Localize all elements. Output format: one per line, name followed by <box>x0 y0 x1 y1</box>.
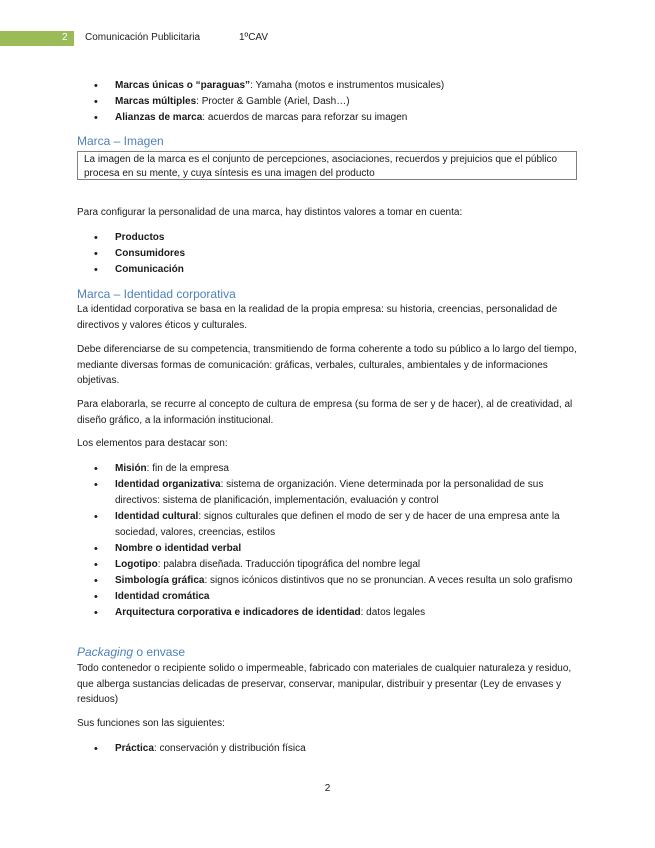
list-item: • Alianzas de marca: acuerdos de marcas para reforzar su imagen <box>94 112 408 124</box>
heading-packaging <box>77 645 185 659</box>
heading-marca-imagen: Marca – Imagen <box>77 134 164 148</box>
paragraph-identidad-1: La identidad corporativa se basa en la realidad de la propia empresa: su historia, creencias, personalidad de directivos y valores éticos y culturales. <box>77 304 558 331</box>
header-title: Comunicación Publicitaria <box>85 32 201 43</box>
list-item: • Identidad cultural: signos culturales que definen el modo de ser y de hacer de una empresa ante la sociedad, valores, creencias, estilos <box>94 511 560 538</box>
header-course: 1ºCAV <box>239 32 269 43</box>
list-item: • Consumidores <box>94 248 186 260</box>
header-page-number: 2 <box>62 32 68 43</box>
page-header <box>0 31 655 46</box>
paragraph-packaging-2: Sus funciones son las siguientes: <box>77 718 225 729</box>
list-item: • Marcas únicas o “paraguas”: Yamaha (motos e instrumentos musicales) <box>94 80 445 92</box>
brand-types-list <box>94 78 444 126</box>
personality-values-list <box>94 230 185 278</box>
heading-identidad-corporativa: Marca – Identidad corporativa <box>77 287 236 301</box>
list-item: • Arquitectura corporativa e indicadores de identidad: datos legales <box>94 607 426 619</box>
paragraph-identidad-2: Debe diferenciarse de su competencia, transmitiendo de forma coherente a todo su público a lo largo del tiempo, mediante diversas formas de comunicación: gráficas, verbales, culturales, ambientales y de informaciones objetivas. <box>77 344 577 386</box>
list-item: • Práctica: conservación y distribución física <box>94 743 306 755</box>
page-footer-number: 2 <box>324 783 331 794</box>
list-item: • Logotipo: palabra diseñada. Traducción tipográfica del nombre legal <box>94 559 421 571</box>
paragraph-packaging-1: Todo contenedor o recipiente solido o impermeable, fabricado con materiales de cualquier naturaleza y residuo, que alberga sustancias delicadas de preservar, conservar, manipular, distribuir y presentar (Ley de envases y residuos) <box>77 663 572 705</box>
list-item: • Identidad organizativa: sistema de organización. Viene determinada por la personalidad de sus directivos: sistema de planificación, implementación, evaluación y control <box>94 479 544 506</box>
heading-packaging-italic: Packaging <box>77 645 134 659</box>
definition-box: La imagen de la marca es el conjunto de percepciones, asociaciones, recuerdos y prejuicios que el público procesa en su mente, y cuya síntesis es una imagen del producto <box>77 151 577 180</box>
list-item: • Productos <box>94 232 165 244</box>
paragraph-personalidad: Para configurar la personalidad de una marca, hay distintos valores a tomar en cuenta: <box>77 207 463 218</box>
paragraph-identidad-4: Los elementos para destacar son: <box>77 438 228 449</box>
list-item: • Misión: fin de la empresa <box>94 463 229 475</box>
list-item: • Marcas múltiples: Procter & Gamble (Ariel, Dash…) <box>94 96 350 108</box>
paragraph-identidad-3: Para elaborarla, se recurre al concepto de cultura de empresa (su forma de ser y de hacer), al de creatividad, al diseño gráfico, a la información institucional. <box>77 399 573 426</box>
packaging-functions-list <box>94 741 306 757</box>
identity-elements-list <box>94 461 574 621</box>
heading-packaging-rest: o envase <box>133 645 186 659</box>
list-item: • Nombre o identidad verbal <box>94 543 242 555</box>
list-item: • Simbología gráfica: signos icónicos distintivos que no se pronuncian. A veces resulta un solo grafismo <box>94 575 573 587</box>
list-item: • Identidad cromática <box>94 591 210 603</box>
list-item: • Comunicación <box>94 264 184 276</box>
